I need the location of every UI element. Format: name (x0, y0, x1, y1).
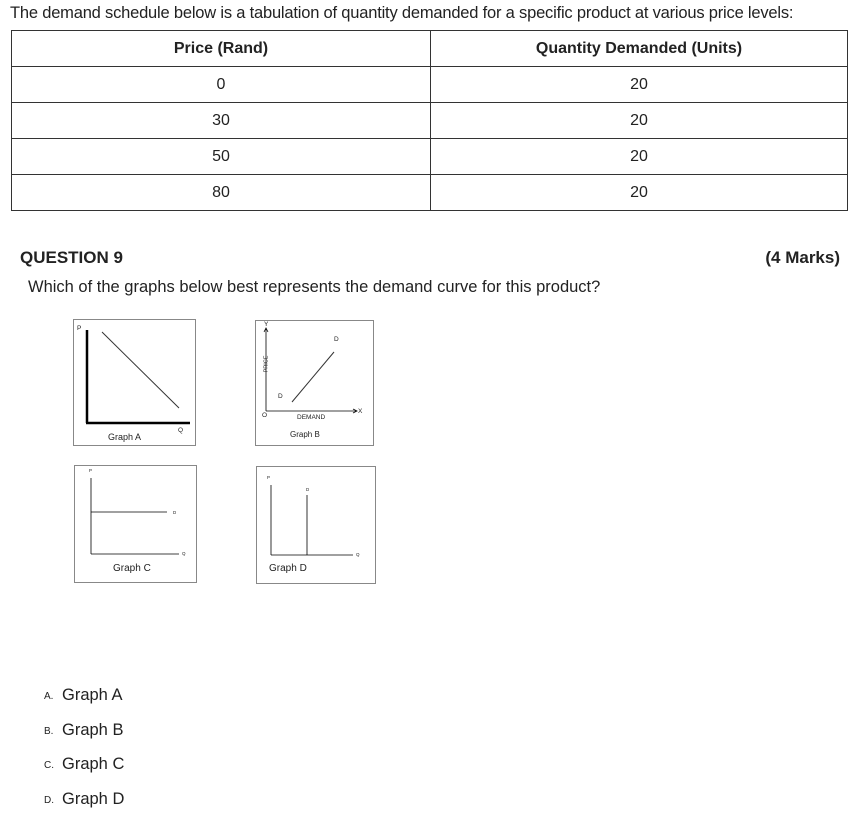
graph-c-label: Graph C (113, 563, 151, 574)
graph-d-curve-label: D (306, 487, 309, 492)
graph-a-label: Graph A (108, 432, 141, 442)
graph-a (73, 319, 196, 446)
graph-b-plot (256, 321, 373, 445)
price-cell: 30 (12, 103, 431, 139)
table-row (12, 103, 848, 139)
question-title: QUESTION 9 (20, 248, 123, 268)
option-b[interactable] (44, 721, 124, 756)
table-row (12, 175, 848, 211)
graph-d (256, 466, 376, 584)
option-text: Graph C (62, 755, 124, 774)
graph-b-x-title: DEMAND (297, 414, 325, 421)
option-text: Graph A (62, 686, 123, 705)
graph-b-y-label: Y (264, 321, 268, 328)
header-price: Price (Rand) (12, 31, 431, 67)
question-text: Which of the graphs below best represents the demand curve for this product? (28, 278, 600, 297)
graph-d-y-label: P (267, 475, 270, 480)
graph-b-label: Graph B (290, 430, 320, 439)
option-letter: C. (44, 755, 62, 771)
price-cell: 50 (12, 139, 431, 175)
table-row (12, 139, 848, 175)
graph-d-x-label: Q (356, 552, 360, 557)
graph-b-curve-end-label: D (334, 336, 339, 343)
graph-c-x-label: Q (182, 551, 186, 556)
graph-b-x-label: X (358, 408, 362, 415)
quantity-cell: 20 (431, 175, 848, 211)
quantity-cell: 20 (431, 103, 848, 139)
graph-a-demand-curve (102, 332, 179, 408)
graph-a-y-label: P (77, 325, 81, 332)
graph-b-y-title: PRICE (263, 356, 269, 373)
header-quantity: Quantity Demanded (Units) (431, 31, 848, 67)
option-letter: A. (44, 686, 62, 702)
graph-a-plot (74, 320, 195, 445)
option-text: Graph D (62, 790, 124, 809)
option-c[interactable] (44, 755, 124, 790)
graph-b (255, 320, 374, 446)
option-d[interactable] (44, 790, 124, 824)
quantity-cell: 20 (431, 139, 848, 175)
option-letter: B. (44, 721, 62, 737)
graph-c (74, 465, 197, 583)
price-cell: 0 (12, 67, 431, 103)
demand-schedule-table (11, 30, 848, 211)
intro-text: The demand schedule below is a tabulation of quantity demanded for a specific product at various price levels: (10, 4, 793, 23)
graph-b-origin: O (262, 412, 267, 419)
option-text: Graph B (62, 721, 123, 740)
graph-d-label: Graph D (269, 563, 307, 574)
option-a[interactable] (44, 686, 124, 721)
table-header-row (12, 31, 848, 67)
graph-b-curve-start-label: D (278, 393, 283, 400)
graph-c-curve-label: D (173, 510, 176, 515)
question-marks: (4 Marks) (765, 248, 840, 268)
quantity-cell: 20 (431, 67, 848, 103)
graph-a-x-label: Q (178, 427, 183, 434)
graph-c-y-label: P (89, 468, 92, 473)
graph-b-curve (292, 352, 334, 402)
table-row (12, 67, 848, 103)
answer-options (44, 686, 124, 824)
price-cell: 80 (12, 175, 431, 211)
option-letter: D. (44, 790, 62, 806)
